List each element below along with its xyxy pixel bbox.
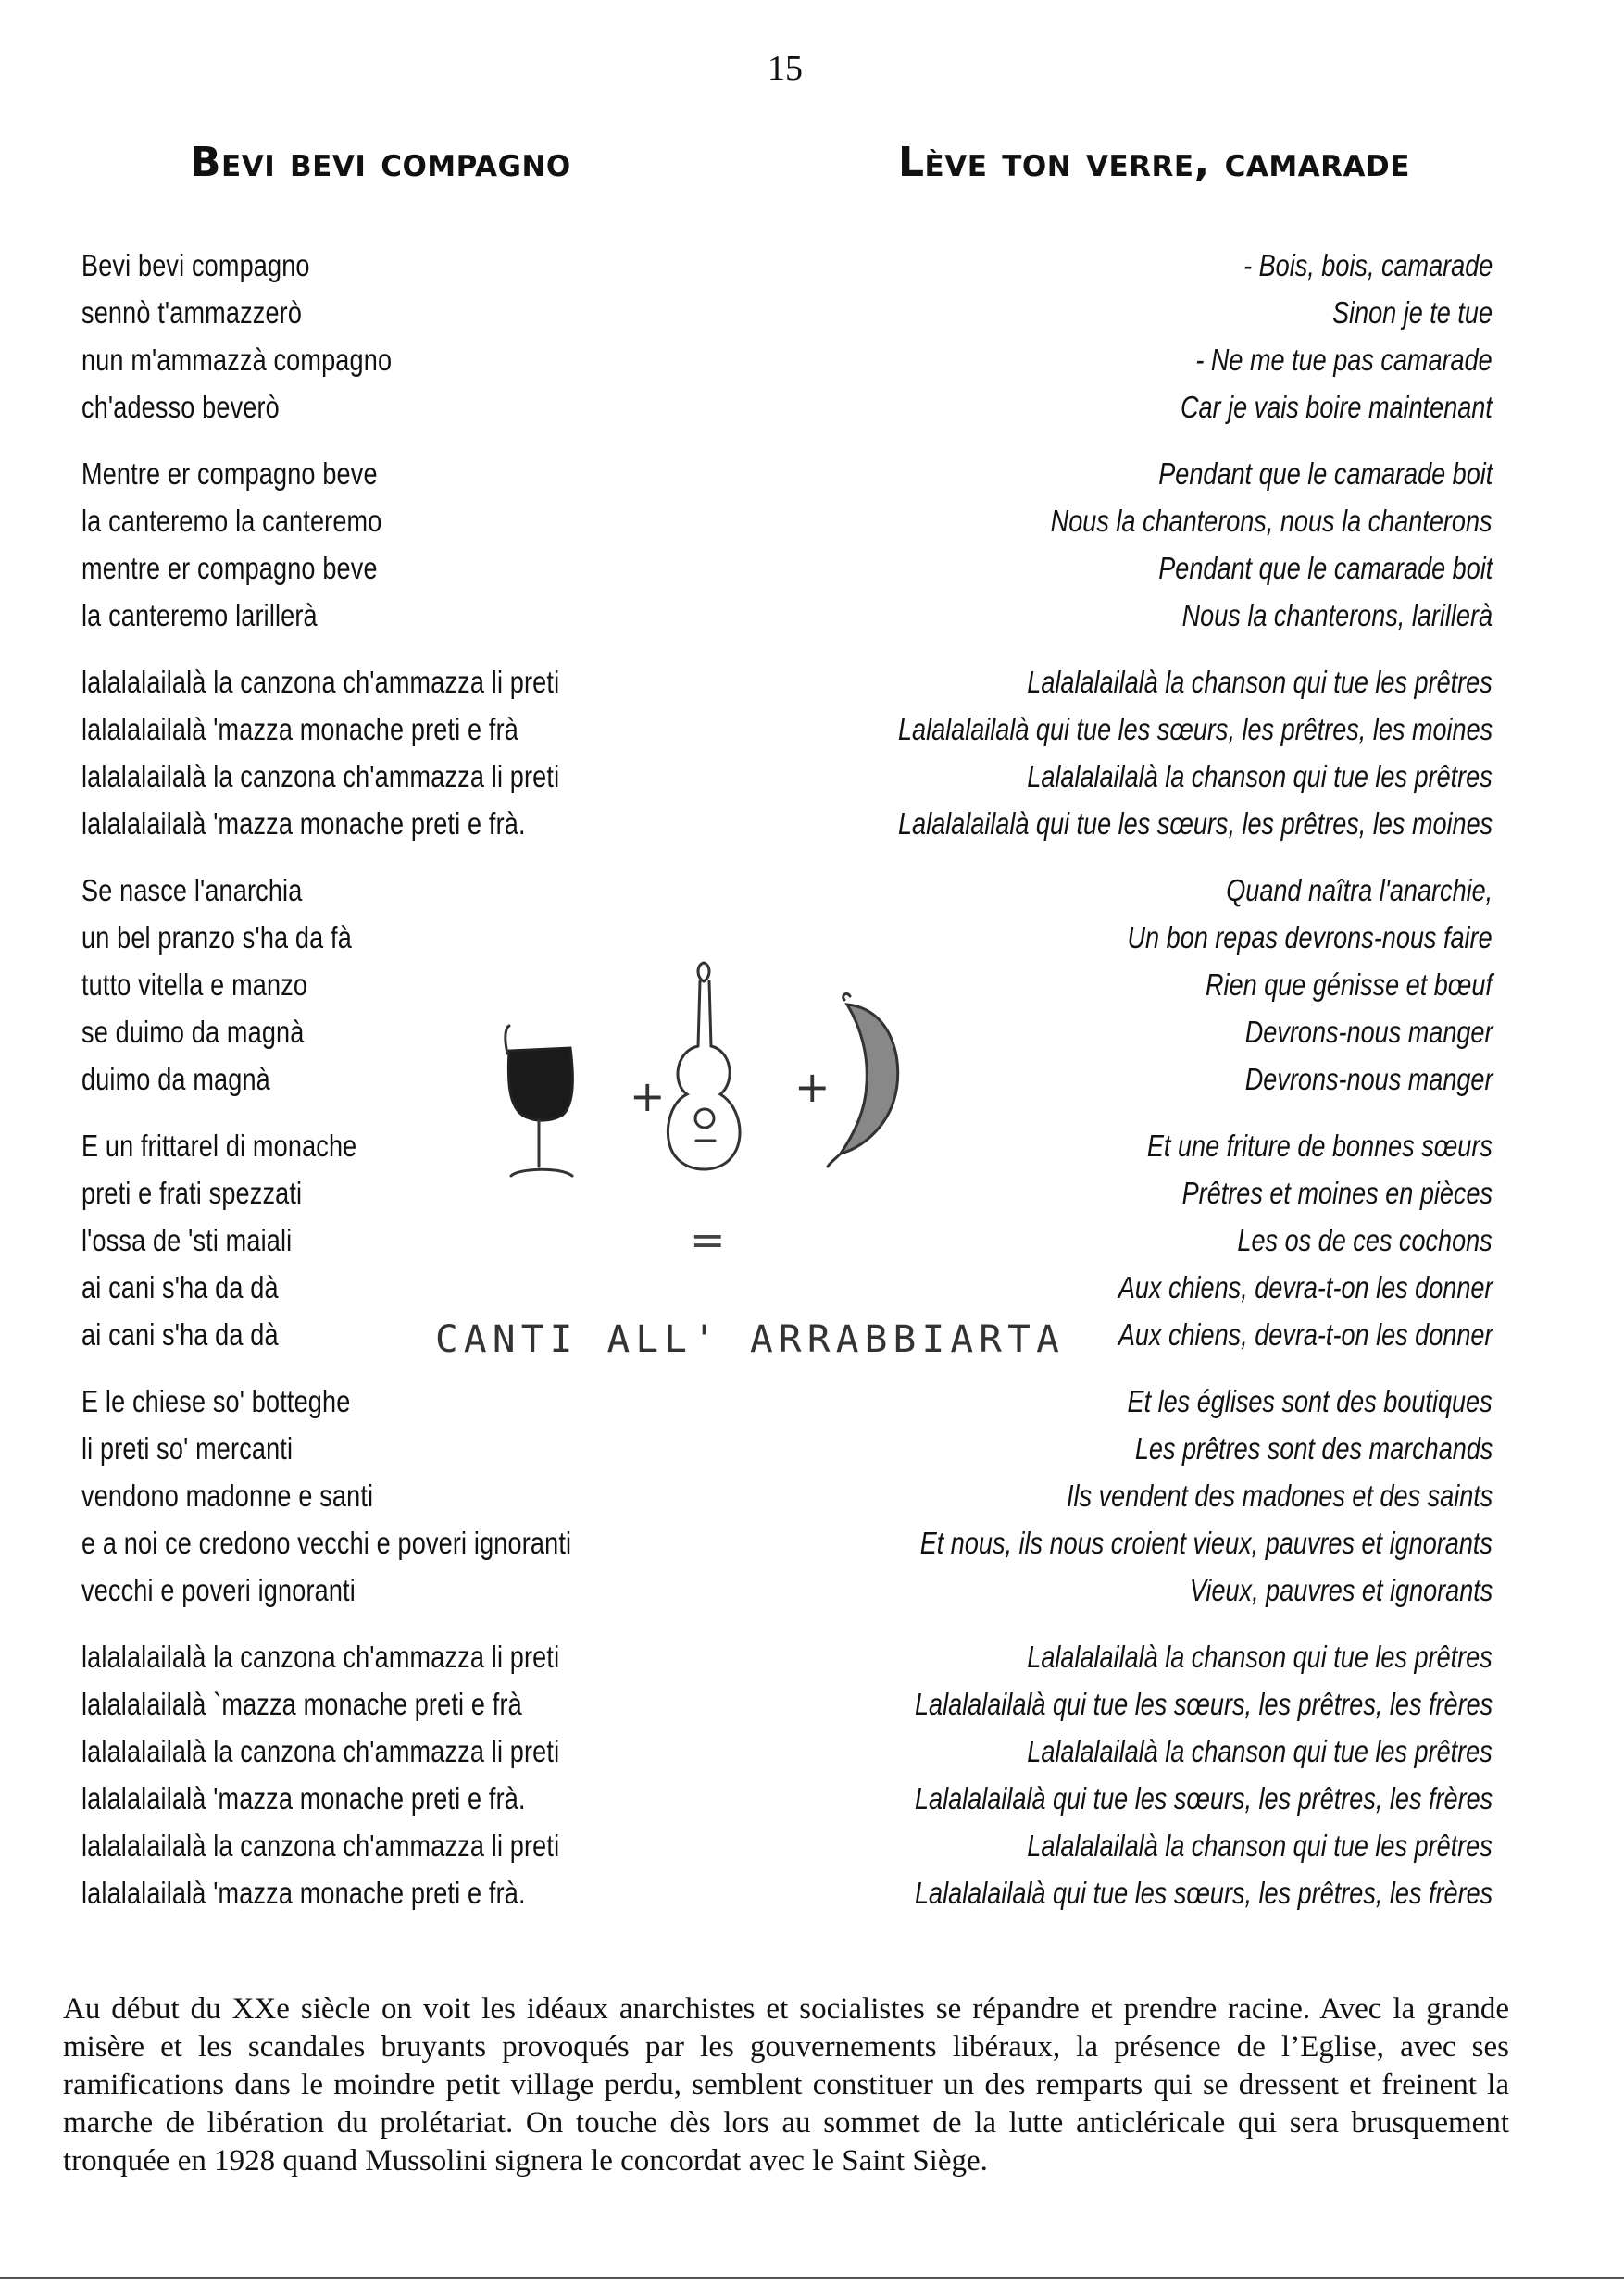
french-stanza [768,450,1493,639]
french-lyric-text: Lalalalailalà qui tue les sœurs, les prêtres, les frères [914,1687,1493,1721]
french-stanza [768,1378,1493,1614]
french-lyric-text: Lalalalailalà qui tue les sœurs, les prêtres, les frères [914,1781,1493,1816]
french-lyric-text: Lalalalailalà la chanson qui tue les prêtres [1027,759,1493,793]
italian-lyric-text: la canteremo la canteremo [81,504,382,538]
french-lyric-text: Et nous, ils nous croient vieux, pauvres et ignorants [919,1526,1493,1560]
italian-lyric-text: un bel pranzo s'ha da fà [81,920,352,955]
italian-lyric-line [81,1519,679,1566]
italian-lyric-line [81,336,679,383]
italian-lyric-text: se duimo da magnà [81,1015,305,1049]
italian-lyric-text: lalalalailalà la canzona ch'ammazza li preti [81,1640,560,1674]
french-lyric-line [768,497,1493,544]
french-lyric-line [768,1472,1493,1519]
banana-icon [828,993,898,1167]
french-lyric-line [768,450,1493,497]
french-lyric-line [768,1822,1493,1869]
italian-lyric-text: nun m'ammazzà compagno [81,343,393,377]
italian-lyric-line [81,1869,679,1916]
french-lyric-line [768,242,1493,289]
italian-lyric-line [81,1566,679,1614]
french-lyric-text: Sinon je te tue [1331,295,1493,330]
french-lyric-text: Un bon repas devrons-nous faire [1127,920,1493,955]
french-lyric-line [768,867,1493,914]
french-lyric-text: Nous la chanterons, nous la chanterons [1051,504,1493,538]
wine-guitar-banana-drawing [426,944,1074,1389]
italian-lyric-text: tutto vitella e manzo [81,967,308,1002]
french-lyric-line [768,1728,1493,1775]
italian-lyric-text: lalalalailalà la canzona ch'ammazza li preti [81,759,560,793]
french-lyric-text: Quand naîtra l'anarchie, [1226,873,1493,907]
french-lyric-line [768,1519,1493,1566]
italian-lyric-text: lalalalailalà 'mazza monache preti e frà [81,712,518,746]
french-lyric-text: Lalalalailalà qui tue les sœurs, les prêtres, les moines [897,806,1493,841]
french-lyric-line [768,1775,1493,1822]
italian-lyric-line [81,592,679,639]
italian-lyric-text: vecchi e poveri ignoranti [81,1573,356,1607]
french-lyric-text: Lalalalailalà la chanson qui tue les prêtres [1027,1828,1493,1863]
italian-lyric-text: lalalalailalà 'mazza monache preti e frà. [81,806,526,841]
french-lyric-text: Vieux, pauvres et ignorants [1189,1573,1493,1607]
italian-lyric-line [81,867,679,914]
french-lyric-line [768,1680,1493,1728]
french-song-title: Lève ton verre, camarade [898,139,1410,186]
italian-lyric-text: l'ossa de 'sti maiali [81,1223,293,1257]
french-stanza [768,242,1493,430]
french-lyric-text: Lalalalailalà qui tue les sœurs, les prêtres, les moines [897,712,1493,746]
italian-stanza [81,1378,679,1614]
italian-lyric-text: preti e frati spezzati [81,1176,303,1210]
italian-lyric-text: E un frittarel di monache [81,1129,357,1163]
page-number: 15 [768,49,803,88]
french-lyric-text: Nous la chanterons, larillerà [1181,598,1493,632]
italian-lyric-text: vendono madonne e santi [81,1479,374,1513]
italian-lyric-text: la canteremo larillerà [81,598,318,632]
italian-stanza [81,242,679,430]
french-lyric-text: Et les églises sont des boutiques [1127,1384,1493,1418]
french-lyric-line [768,1425,1493,1472]
french-lyric-text: Devrons-nous manger [1244,1015,1493,1049]
italian-lyric-text: ai cani s'ha da dà [81,1317,279,1352]
french-lyric-line [768,289,1493,336]
french-lyric-line [768,1869,1493,1916]
french-lyric-line [768,1566,1493,1614]
italian-lyric-line [81,1633,679,1680]
french-lyric-text: Les os de ces cochons [1237,1223,1493,1257]
guitar-icon [668,963,740,1169]
italian-lyric-text: ai cani s'ha da dà [81,1270,279,1304]
french-lyric-text: Prêtres et moines en pièces [1181,1176,1493,1210]
italian-lyric-line [81,383,679,430]
italian-lyric-text: Se nasce l'anarchia [81,873,303,907]
french-lyric-text: - Ne me tue pas camarade [1195,343,1493,377]
historical-context-paragraph: Au début du XXe siècle on voit les idéaux anarchistes et socialistes se répandre et prendre racine. Avec la grande misère et les scandales bruyants provoqués par les gouvernements libéraux, la présence de l’Eglise, avec ses ramifications dans le moindre petit village perdu, semblent constituer un des remparts qui se dressent et freinent la marche de libération du prolétariat. On touche dès lors au sommet de la lutte anticléricale qui sera brusquement tronquée en 1928 quand Mussolini signera le concordat avec le Saint Siège. [63,1992,1509,2177]
italian-lyric-line [81,1728,679,1775]
italian-lyric-text: lalalalailalà la canzona ch'ammazza li preti [81,665,560,699]
french-stanza [768,658,1493,847]
italian-lyric-line [81,705,679,753]
french-lyric-text: Les prêtres sont des marchands [1134,1431,1493,1466]
italian-lyric-text: e a noi ce credono vecchi e poveri ignoranti [81,1526,572,1560]
french-lyric-text: Lalalalailalà la chanson qui tue les prêtres [1027,1640,1493,1674]
french-lyric-line [768,544,1493,592]
italian-stanza [81,1633,679,1916]
italian-lyric-text: lalalalailalà la canzona ch'ammazza li preti [81,1828,560,1863]
italian-lyric-text: lalalalailalà la canzona ch'ammazza li preti [81,1734,560,1768]
french-lyric-text: Aux chiens, devra-t-on les donner [1118,1317,1493,1352]
wine-glass-icon [506,1026,573,1176]
french-lyric-line [768,383,1493,430]
italian-lyric-line [81,1775,679,1822]
french-lyric-text: Et une friture de bonnes sœurs [1146,1129,1493,1163]
italian-lyric-line [81,497,679,544]
plus-sign-1: + [630,1071,666,1121]
italian-lyric-text: Mentre er compagno beve [81,456,378,491]
italian-lyric-text: li preti so' mercanti [81,1431,294,1466]
french-lyric-line [768,800,1493,847]
french-lyric-line [768,753,1493,800]
drawing-caption: CANTI ALL' ARRABBIARTA [435,1318,1065,1361]
french-lyric-text: Pendant que le camarade boit [1157,551,1493,585]
italian-lyric-line [81,1822,679,1869]
italian-lyric-line [81,289,679,336]
french-lyric-text: Lalalalailalà la chanson qui tue les prêtres [1027,665,1493,699]
italian-lyric-text: lalalalailalà 'mazza monache preti e frà. [81,1876,526,1910]
french-lyric-line [768,705,1493,753]
italian-stanza [81,450,679,639]
italian-lyric-text: ch'adesso beverò [81,390,280,424]
french-lyric-text: Car je vais boire maintenant [1181,390,1493,424]
italian-lyric-line [81,1425,679,1472]
french-lyric-text: Lalalalailalà qui tue les sœurs, les prêtres, les frères [914,1876,1493,1910]
french-lyric-line [768,592,1493,639]
italian-lyric-line [81,658,679,705]
french-lyric-text: Aux chiens, devra-t-on les donner [1118,1270,1493,1304]
italian-song-title: Bevi bevi compagno [190,139,571,186]
french-stanza [768,1633,1493,1916]
french-lyric-line [768,658,1493,705]
italian-lyric-line [81,242,679,289]
italian-lyric-line [81,450,679,497]
italian-lyric-line [81,544,679,592]
italian-lyric-text: E le chiese so' botteghe [81,1384,351,1418]
italian-lyric-text: Bevi bevi compagno [81,248,310,282]
italian-lyric-text: duimo da magnà [81,1062,270,1096]
page-bottom-rule [0,2277,1624,2279]
equals-sign: = [690,1215,726,1265]
french-lyric-line [768,336,1493,383]
french-lyric-text: Ils vendent des madones et des saints [1066,1479,1493,1513]
french-lyric-text: Devrons-nous manger [1244,1062,1493,1096]
italian-lyric-text: lalalalailalà `mazza monache preti e frà [81,1687,522,1721]
french-lyric-text: Pendant que le camarade boit [1157,456,1493,491]
italian-lyric-text: mentre er compagno beve [81,551,378,585]
italian-lyric-line [81,753,679,800]
italian-stanza [81,658,679,847]
french-lyric-text: Rien que génisse et bœuf [1206,967,1493,1002]
italian-lyric-line [81,1472,679,1519]
french-lyric-line [768,1633,1493,1680]
italian-lyric-line [81,1680,679,1728]
plus-sign-2: + [794,1062,831,1112]
italian-lyric-text: lalalalailalà 'mazza monache preti e frà. [81,1781,526,1816]
italian-lyric-text: sennò t'ammazzerò [81,295,303,330]
french-lyric-text: - Bois, bois, camarade [1243,248,1493,282]
french-lyric-text: Lalalalailalà la chanson qui tue les prêtres [1027,1734,1493,1768]
italian-lyric-line [81,800,679,847]
